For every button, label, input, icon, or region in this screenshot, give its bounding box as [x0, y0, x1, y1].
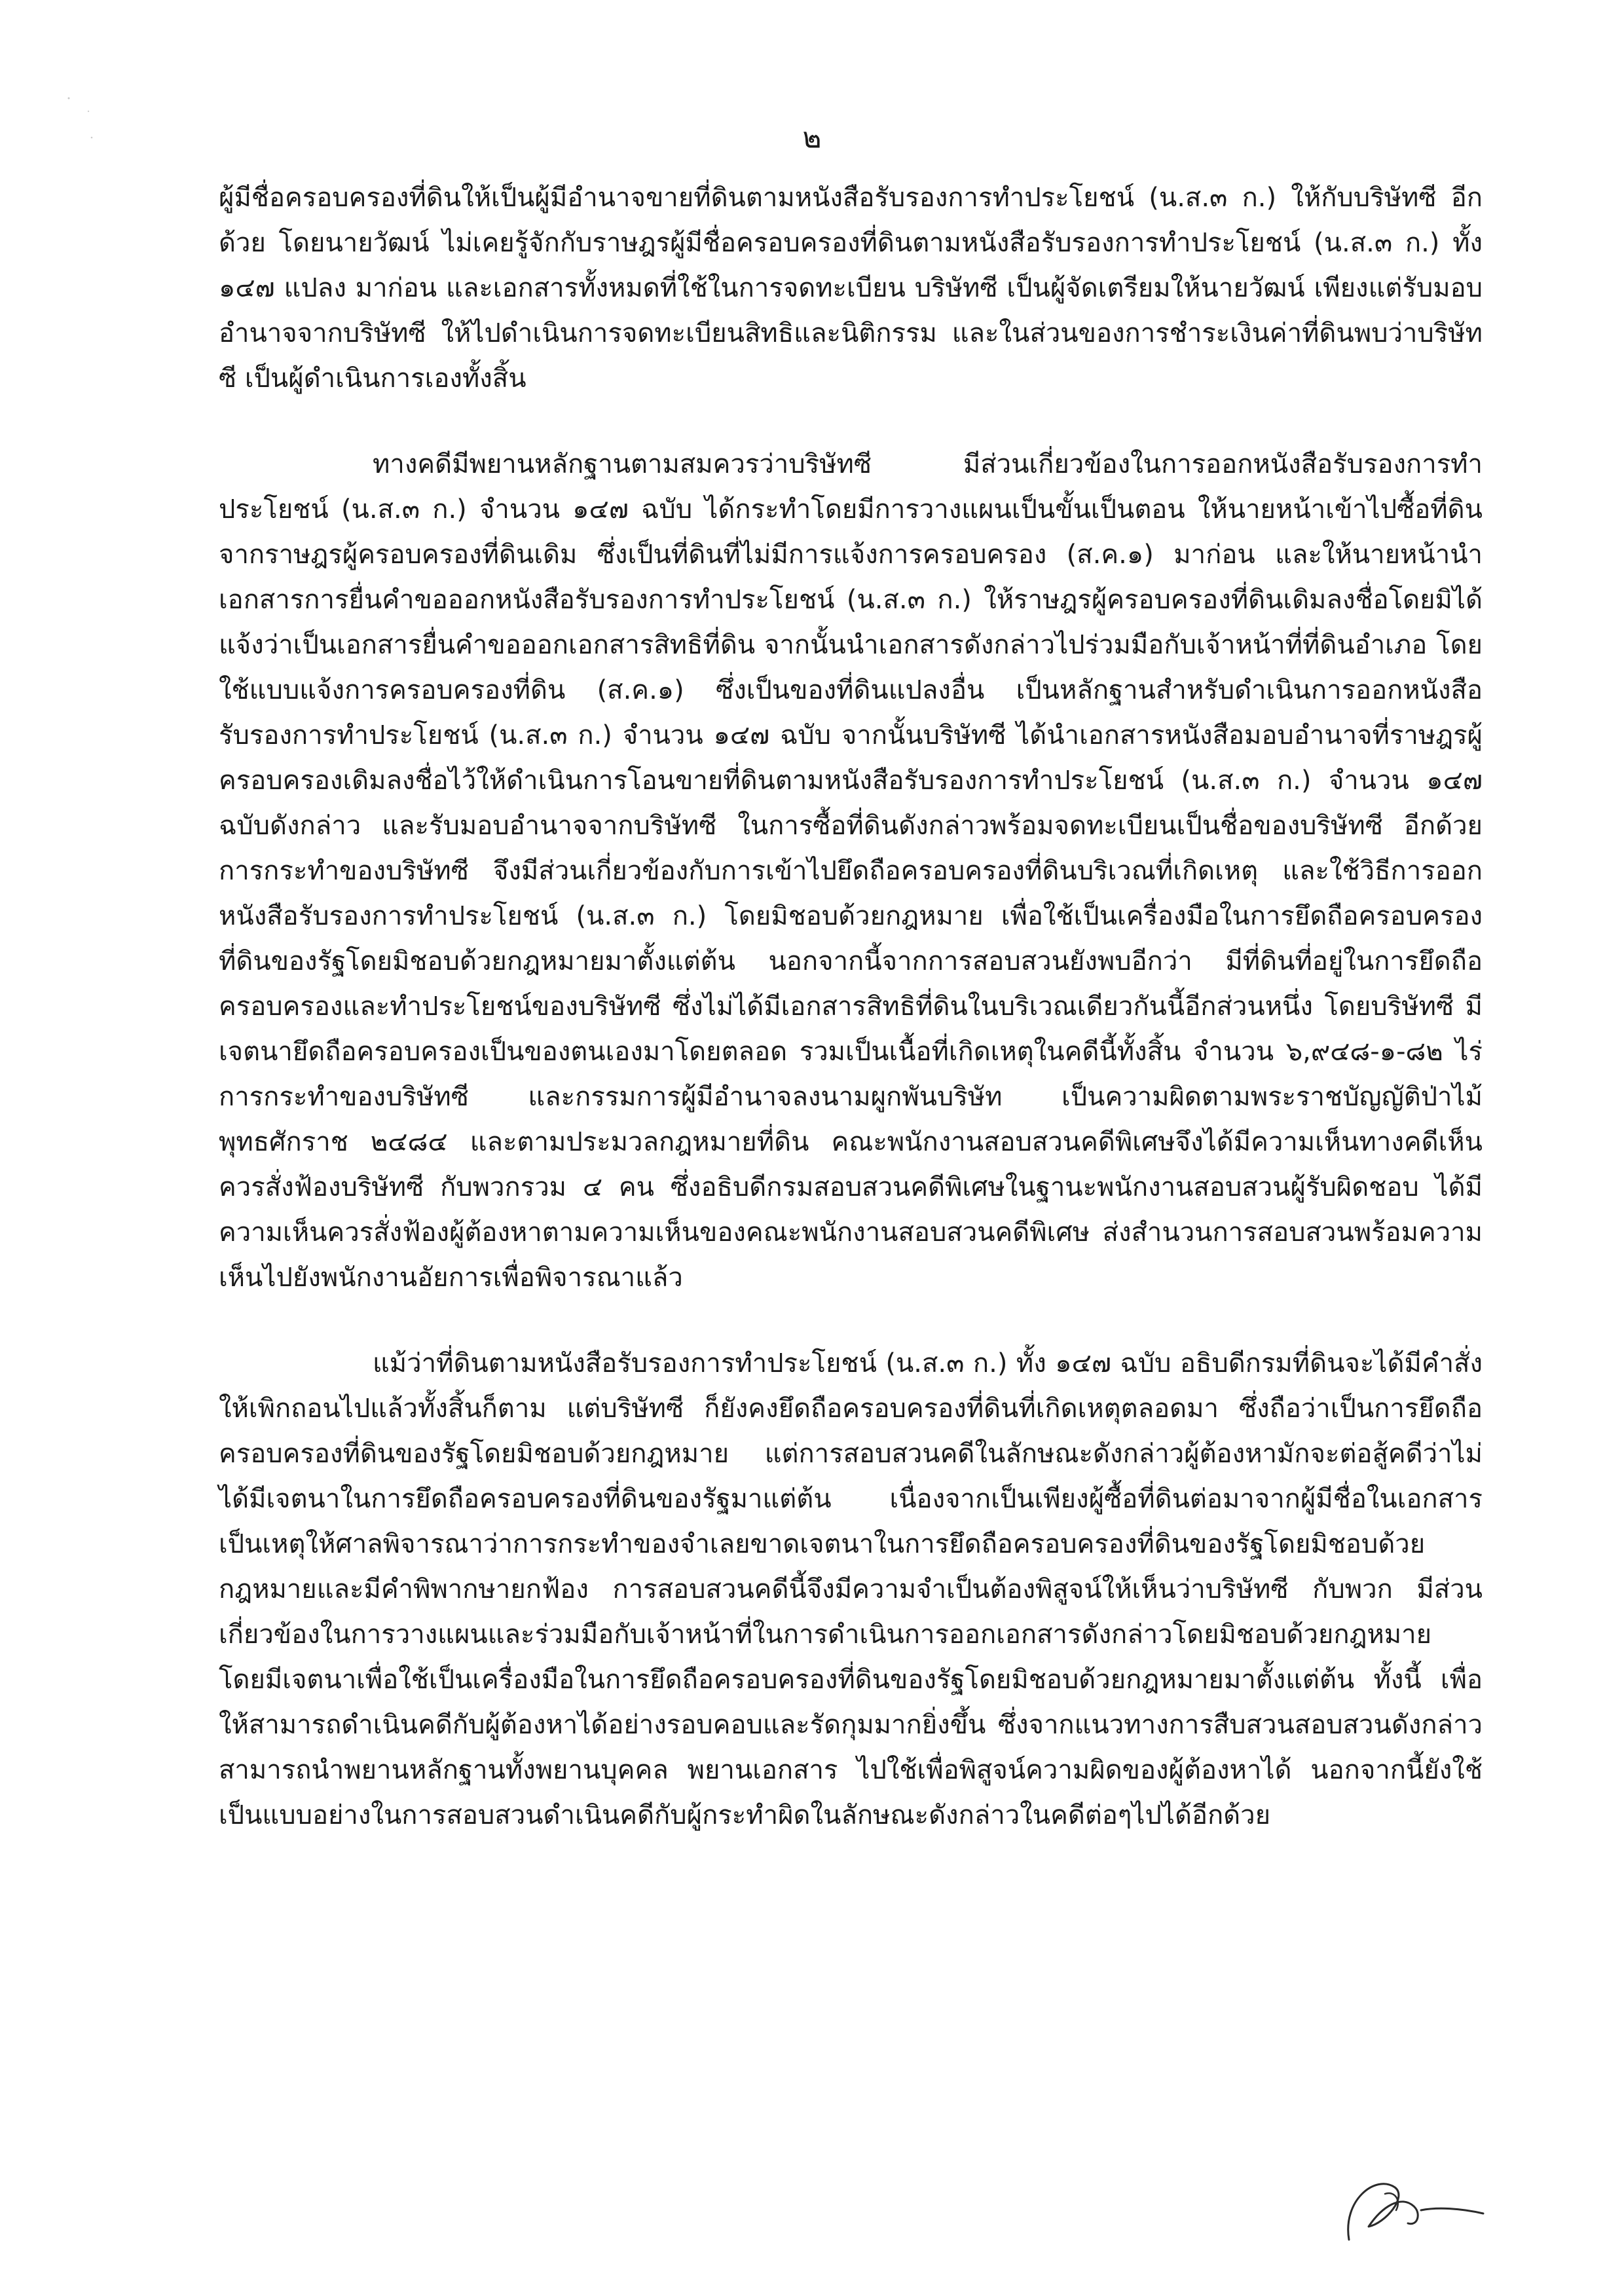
- document-body: [219, 176, 1483, 1838]
- scan-specks: [62, 92, 101, 157]
- paragraph-3: แม้ว่าที่ดินตามหนังสือรับรองการทำประโยชน์ (น.ส.๓ ก.) ทั้ง ๑๔๗ ฉบับ อธิบดีกรมที่ดินจะได้มีคำสั่งให้เพิกถอนไปแล้วทั้งสิ้นก็ตาม แต่บริษัทซี ก็ยังคงยึดถือครอบครองที่ดินที่เกิดเหตุตลอดมา ซึ่งถือว่าเป็นการยึดถือครอบครองที่ดินของรัฐโดยมิชอบด้วยกฎหมาย แต่การสอบสวนคดีในลักษณะดังกล่าวผู้ต้องหามักจะต่อสู้คดีว่าไม่ได้มีเจตนาในการยึดถือครอบครองที่ดินของรัฐมาแต่ต้น เนื่องจากเป็นเพียงผู้ซื้อที่ดินต่อมาจากผู้มีชื่อในเอกสาร เป็นเหตุให้ศาลพิจารณาว่าการกระทำของจำเลยขาดเจตนาในการยึดถือครอบครองที่ดินของรัฐโดยมิชอบด้วยกฎหมายและมีคำพิพากษายกฟ้อง การสอบสวนคดีนี้จึงมีความจำเป็นต้องพิสูจน์ให้เห็นว่าบริษัทซี กับพวก มีส่วนเกี่ยวข้องในการวางแผนและร่วมมือกับเจ้าหน้าที่ในการดำเนินการออกเอกสารดังกล่าวโดยมิชอบด้วยกฎหมาย โดยมีเจตนาเพื่อใช้เป็นเครื่องมือในการยึดถือครอบครองที่ดินของรัฐโดยมิชอบด้วยกฎหมายมาตั้งแต่ต้น ทั้งนี้ เพื่อให้สามารถดำเนินคดีกับผู้ต้องหาได้อย่างรอบคอบและรัดกุมมากยิ่งขึ้น ซึ่งจากแนวทางการสืบสวนสอบสวนดังกล่าว สามารถนำพยานหลักฐานทั้งพยานบุคคล พยานเอกสาร ไปใช้เพื่อพิสูจน์ความผิดของผู้ต้องหาได้ นอกจากนี้ยังใช้เป็นแบบอย่างในการสอบสวนดำเนินคดีกับผู้กระทำผิดในลักษณะดังกล่าวในคดีต่อๆไปได้อีกด้วย: [219, 1348, 1483, 1830]
- handwritten-signature-icon: [1323, 2161, 1493, 2259]
- page-number: ๒: [802, 121, 822, 155]
- paragraph-1: ผู้มีชื่อครอบครองที่ดินให้เป็นผู้มีอำนาจขายที่ดินตามหนังสือรับรองการทำประโยชน์ (น.ส.๓ ก.) ให้กับบริษัทซี อีกด้วย โดยนายวัฒน์ ไม่เคยรู้จักกับราษฎรผู้มีชื่อครอบครองที่ดินตามหนังสือรับรองการทำประโยชน์ (น.ส.๓ ก.) ทั้ง ๑๔๗ แปลง มาก่อน และเอกสารทั้งหมดที่ใช้ในการจดทะเบียน บริษัทซี เป็นผู้จัดเตรียมให้นายวัฒน์ เพียงแต่รับมอบอำนาจจากบริษัทซี ให้ไปดำเนินการจดทะเบียนสิทธิและนิติกรรม และในส่วนของการชำระเงินค่าที่ดินพบว่าบริษัทซี เป็นผู้ดำเนินการเองทั้งสิ้น: [219, 183, 1483, 394]
- paragraph-2: ทางคดีมีพยานหลักฐานตามสมควรว่าบริษัทซี มีส่วนเกี่ยวข้องในการออกหนังสือรับรองการทำประโยชน์ (น.ส.๓ ก.) จำนวน ๑๔๗ ฉบับ ได้กระทำโดยมีการวางแผนเป็นขั้นเป็นตอน ให้นายหน้าเข้าไปซื้อที่ดินจากราษฎรผู้ครอบครองที่ดินเดิม ซึ่งเป็นที่ดินที่ไม่มีการแจ้งการครอบครอง (ส.ค.๑) มาก่อน และให้นายหน้านำเอกสารการยื่นคำขอออกหนังสือรับรองการทำประโยชน์ (น.ส.๓ ก.) ให้ราษฎรผู้ครอบครองที่ดินเดิมลงชื่อโดยมิได้แจ้งว่าเป็นเอกสารยื่นคำขอออกเอกสารสิทธิที่ดิน จากนั้นนำเอกสารดังกล่าวไปร่วมมือกับเจ้าหน้าที่ที่ดินอำเภอ โดยใช้แบบแจ้งการครอบครองที่ดิน (ส.ค.๑) ซึ่งเป็นของที่ดินแปลงอื่น เป็นหลักฐานสำหรับดำเนินการออกหนังสือรับรองการทำประโยชน์ (น.ส.๓ ก.) จำนวน ๑๔๗ ฉบับ จากนั้นบริษัทซี ได้นำเอกสารหนังสือมอบอำนาจที่ราษฎรผู้ครอบครองเดิมลงชื่อไว้ให้ดำเนินการโอนขายที่ดินตามหนังสือรับรองการทำประโยชน์ (น.ส.๓ ก.) จำนวน ๑๔๗ ฉบับดังกล่าว และรับมอบอำนาจจากบริษัทซี ในการซื้อที่ดินดังกล่าวพร้อมจดทะเบียนเป็นชื่อของบริษัทซี อีกด้วย การกระทำของบริษัทซี จึงมีส่วนเกี่ยวข้องกับการเข้าไปยึดถือครอบครองที่ดินบริเวณที่เกิดเหตุ และใช้วิธีการออกหนังสือรับรองการทำประโยชน์ (น.ส.๓ ก.) โดยมิชอบด้วยกฎหมาย เพื่อใช้เป็นเครื่องมือในการยึดถือครอบครองที่ดินของรัฐโดยมิชอบด้วยกฎหมายมาตั้งแต่ต้น นอกจากนี้จากการสอบสวนยังพบอีกว่า มีที่ดินที่อยู่ในการยึดถือครอบครองและทำประโยชน์ของบริษัทซี ซึ่งไม่ได้มีเอกสารสิทธิที่ดินในบริเวณเดียวกันนี้อีกส่วนหนึ่ง โดยบริษัทซี มีเจตนายึดถือครอบครองเป็นของตนเองมาโดยตลอด รวมเป็นเนื้อที่เกิดเหตุในคดีนี้ทั้งสิ้น จำนวน ๖,๙๔๘-๑-๘๒ ไร่ การกระทำของบริษัทซี และกรรมการผู้มีอำนาจลงนามผูกพันบริษัท เป็นความผิดตามพระราชบัญญัติป่าไม้ พุทธศักราช ๒๔๘๔ และตามประมวลกฎหมายที่ดิน คณะพนักงานสอบสวนคดีพิเศษจึงได้มีความเห็นทางคดีเห็นควรสั่งฟ้องบริษัทซี กับพวกรวม ๔ คน ซึ่งอธิบดีกรมสอบสวนคดีพิเศษในฐานะพนักงานสอบสวนผู้รับผิดชอบ ได้มีความเห็นควรสั่งฟ้องผู้ต้องหาตามความเห็นของคณะพนักงานสอบสวนคดีพิเศษ ส่งสำนวนการสอบสวนพร้อมความเห็นไปยังพนักงานอัยการเพื่อพิจารณาแล้ว: [219, 449, 1483, 1293]
